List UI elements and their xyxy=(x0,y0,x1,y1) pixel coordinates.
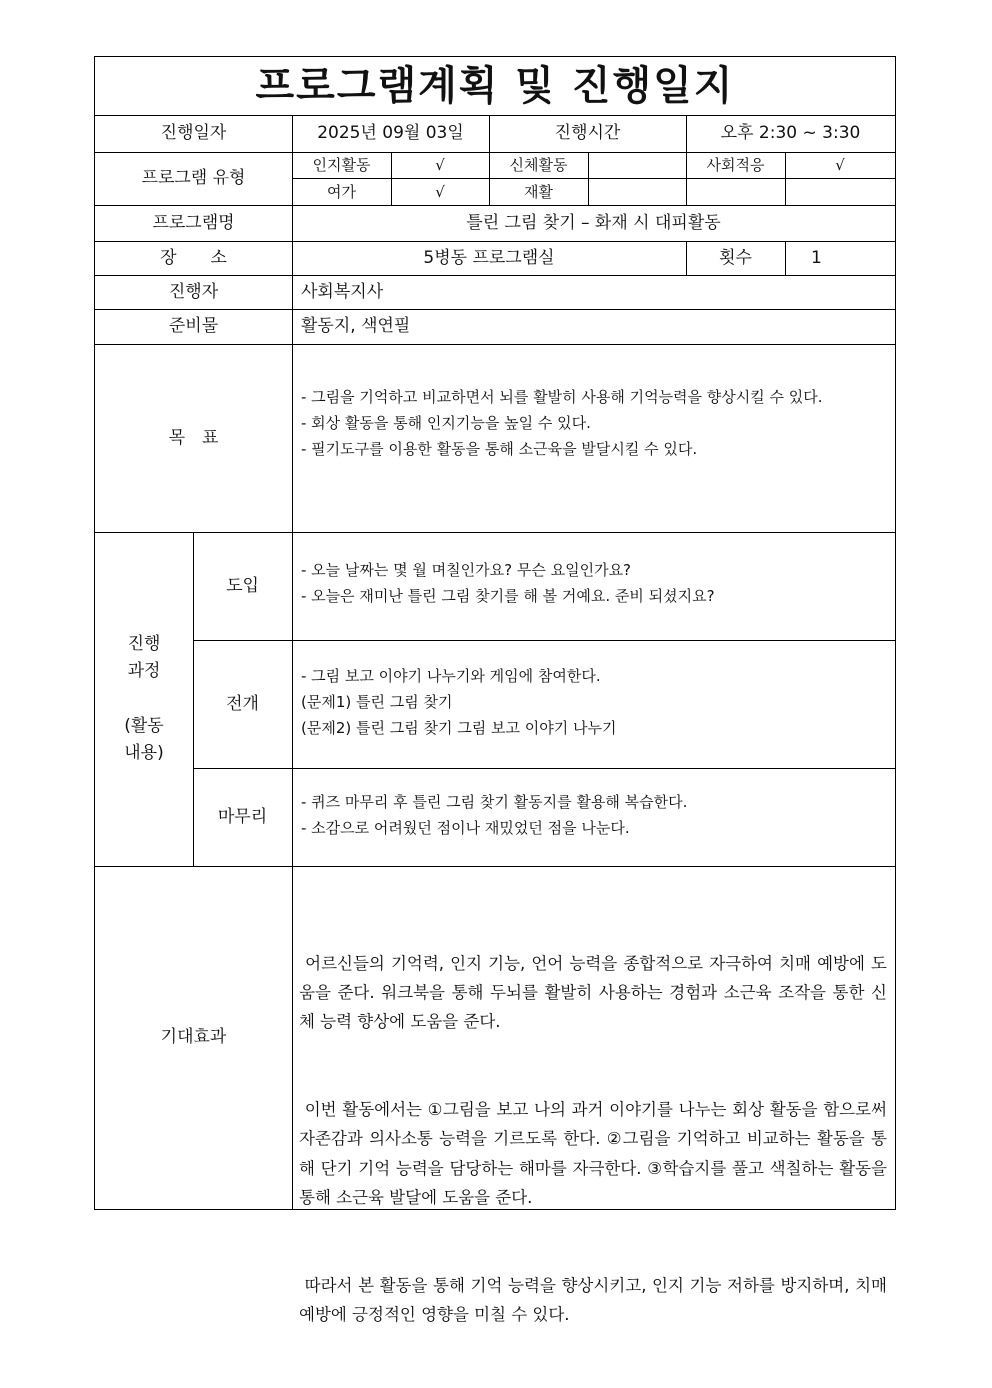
program-name-label: 프로그램명 xyxy=(152,212,235,233)
document-title: 프로그램계획 및 진행일지 xyxy=(255,63,735,109)
type-cognitive-check: √ xyxy=(435,156,445,174)
count-label: 횟수 xyxy=(719,247,752,268)
development-list xyxy=(301,663,887,741)
effect-paragraph: 따라서 본 활동을 통해 기억 능력을 향상시키고, 인지 기능 저하를 방지하며, 치매 예방에 긍정적인 영향을 미칠 수 있다. xyxy=(299,1275,893,1325)
process-label: 진행 과정 (활동 내용) xyxy=(124,634,164,763)
goal-list xyxy=(301,384,887,462)
materials-label: 준비물 xyxy=(168,316,219,337)
closing-item: - 소감으로 어려웠던 점이나 재밌었던 점을 나눈다. xyxy=(301,819,630,837)
row-divider xyxy=(193,768,895,769)
type-physical-label: 신체활동 xyxy=(509,156,568,174)
intro-item: - 오늘 날짜는 몇 월 며칠인가요? 무슨 요일인가요? xyxy=(301,561,632,579)
type-physical-check xyxy=(588,152,686,178)
intro-list xyxy=(301,557,887,609)
program-name-value: 틀린 그림 찾기 – 화재 시 대피활동 xyxy=(466,212,721,233)
leader-label: 진행자 xyxy=(168,281,219,302)
closing-label: 마무리 xyxy=(217,806,268,827)
program-type-label: 프로그램 유형 xyxy=(141,168,246,189)
development-label: 전개 xyxy=(226,693,259,714)
type-rehab-check xyxy=(588,178,686,205)
goal-label: 목 표 xyxy=(168,427,219,448)
materials-value: 활동지, 색연필 xyxy=(301,316,411,337)
type-leisure-label: 여가 xyxy=(327,182,356,201)
count-value: 1 xyxy=(811,247,822,268)
intro-label: 도입 xyxy=(226,575,259,596)
effect-paragraph: 어르신들의 기억력, 인지 기능, 언어 능력을 종합적으로 자극하여 치매 예방에 도움을 준다. 워크북을 통해 두뇌를 활발히 사용하는 경험과 소근육 조작을 통한 신체 능력 향상에 도움을 준다. xyxy=(299,953,887,1032)
row-divider xyxy=(193,640,895,641)
date-label: 진행일자 xyxy=(160,123,227,144)
goal-item: - 회상 활동을 통해 인지기능을 높일 수 있다. xyxy=(301,414,591,432)
effect-label: 기대효과 xyxy=(160,1027,227,1048)
development-item: (문제2) 틀린 그림 찾기 그림 보고 이야기 나누기 xyxy=(301,719,617,737)
time-value: 오후 2:30 ~ 3:30 xyxy=(720,123,861,144)
program-log-form xyxy=(94,56,896,1325)
type-rehab-label: 재활 xyxy=(524,182,553,201)
development-item: (문제1) 틀린 그림 찾기 xyxy=(301,693,453,711)
closing-list xyxy=(301,789,887,841)
intro-item: - 오늘은 재미난 틀린 그림 찾기를 해 볼 거예요. 준비 되셨지요? xyxy=(301,587,715,605)
goal-item: - 필기도구를 이용한 활동을 통해 소근육을 발달시킬 수 있다. xyxy=(301,440,698,458)
time-label: 진행시간 xyxy=(554,123,621,144)
closing-item: - 퀴즈 마무리 후 틀린 그림 찾기 활동지를 활용해 복습한다. xyxy=(301,793,688,811)
type-cognitive-label: 인지활동 xyxy=(312,156,371,174)
place-value: 5병동 프로그램실 xyxy=(423,247,555,268)
effect-paragraph: 이번 활동에서는 ①그림을 보고 나의 과거 이야기를 나누는 회상 활동을 함으로써 자존감과 의사소통 능력을 기르도록 한다. ②그림을 기억하고 비교하는 활동을 통해 단기 기억 능력을 담당하는 해마를 자극한다. ③학습지를 풀고 색칠하는 활동을 통해 소근육 발달에 도움을 준다. xyxy=(299,1100,893,1207)
place-label: 장 소 xyxy=(160,247,227,268)
type-leisure-check: √ xyxy=(435,182,445,201)
leader-value: 사회복지사 xyxy=(301,281,384,302)
type-social-check: √ xyxy=(835,156,845,174)
type-social-label: 사회적응 xyxy=(706,156,765,174)
date-value: 2025년 09월 03일 xyxy=(317,123,464,144)
development-item: - 그림 보고 이야기 나누기와 게임에 참여한다. xyxy=(301,667,601,685)
goal-item: - 그림을 기억하고 비교하면서 뇌를 활발히 사용해 기억능력을 향상시킬 수 있다. xyxy=(301,388,823,406)
effect-text xyxy=(299,890,893,1388)
